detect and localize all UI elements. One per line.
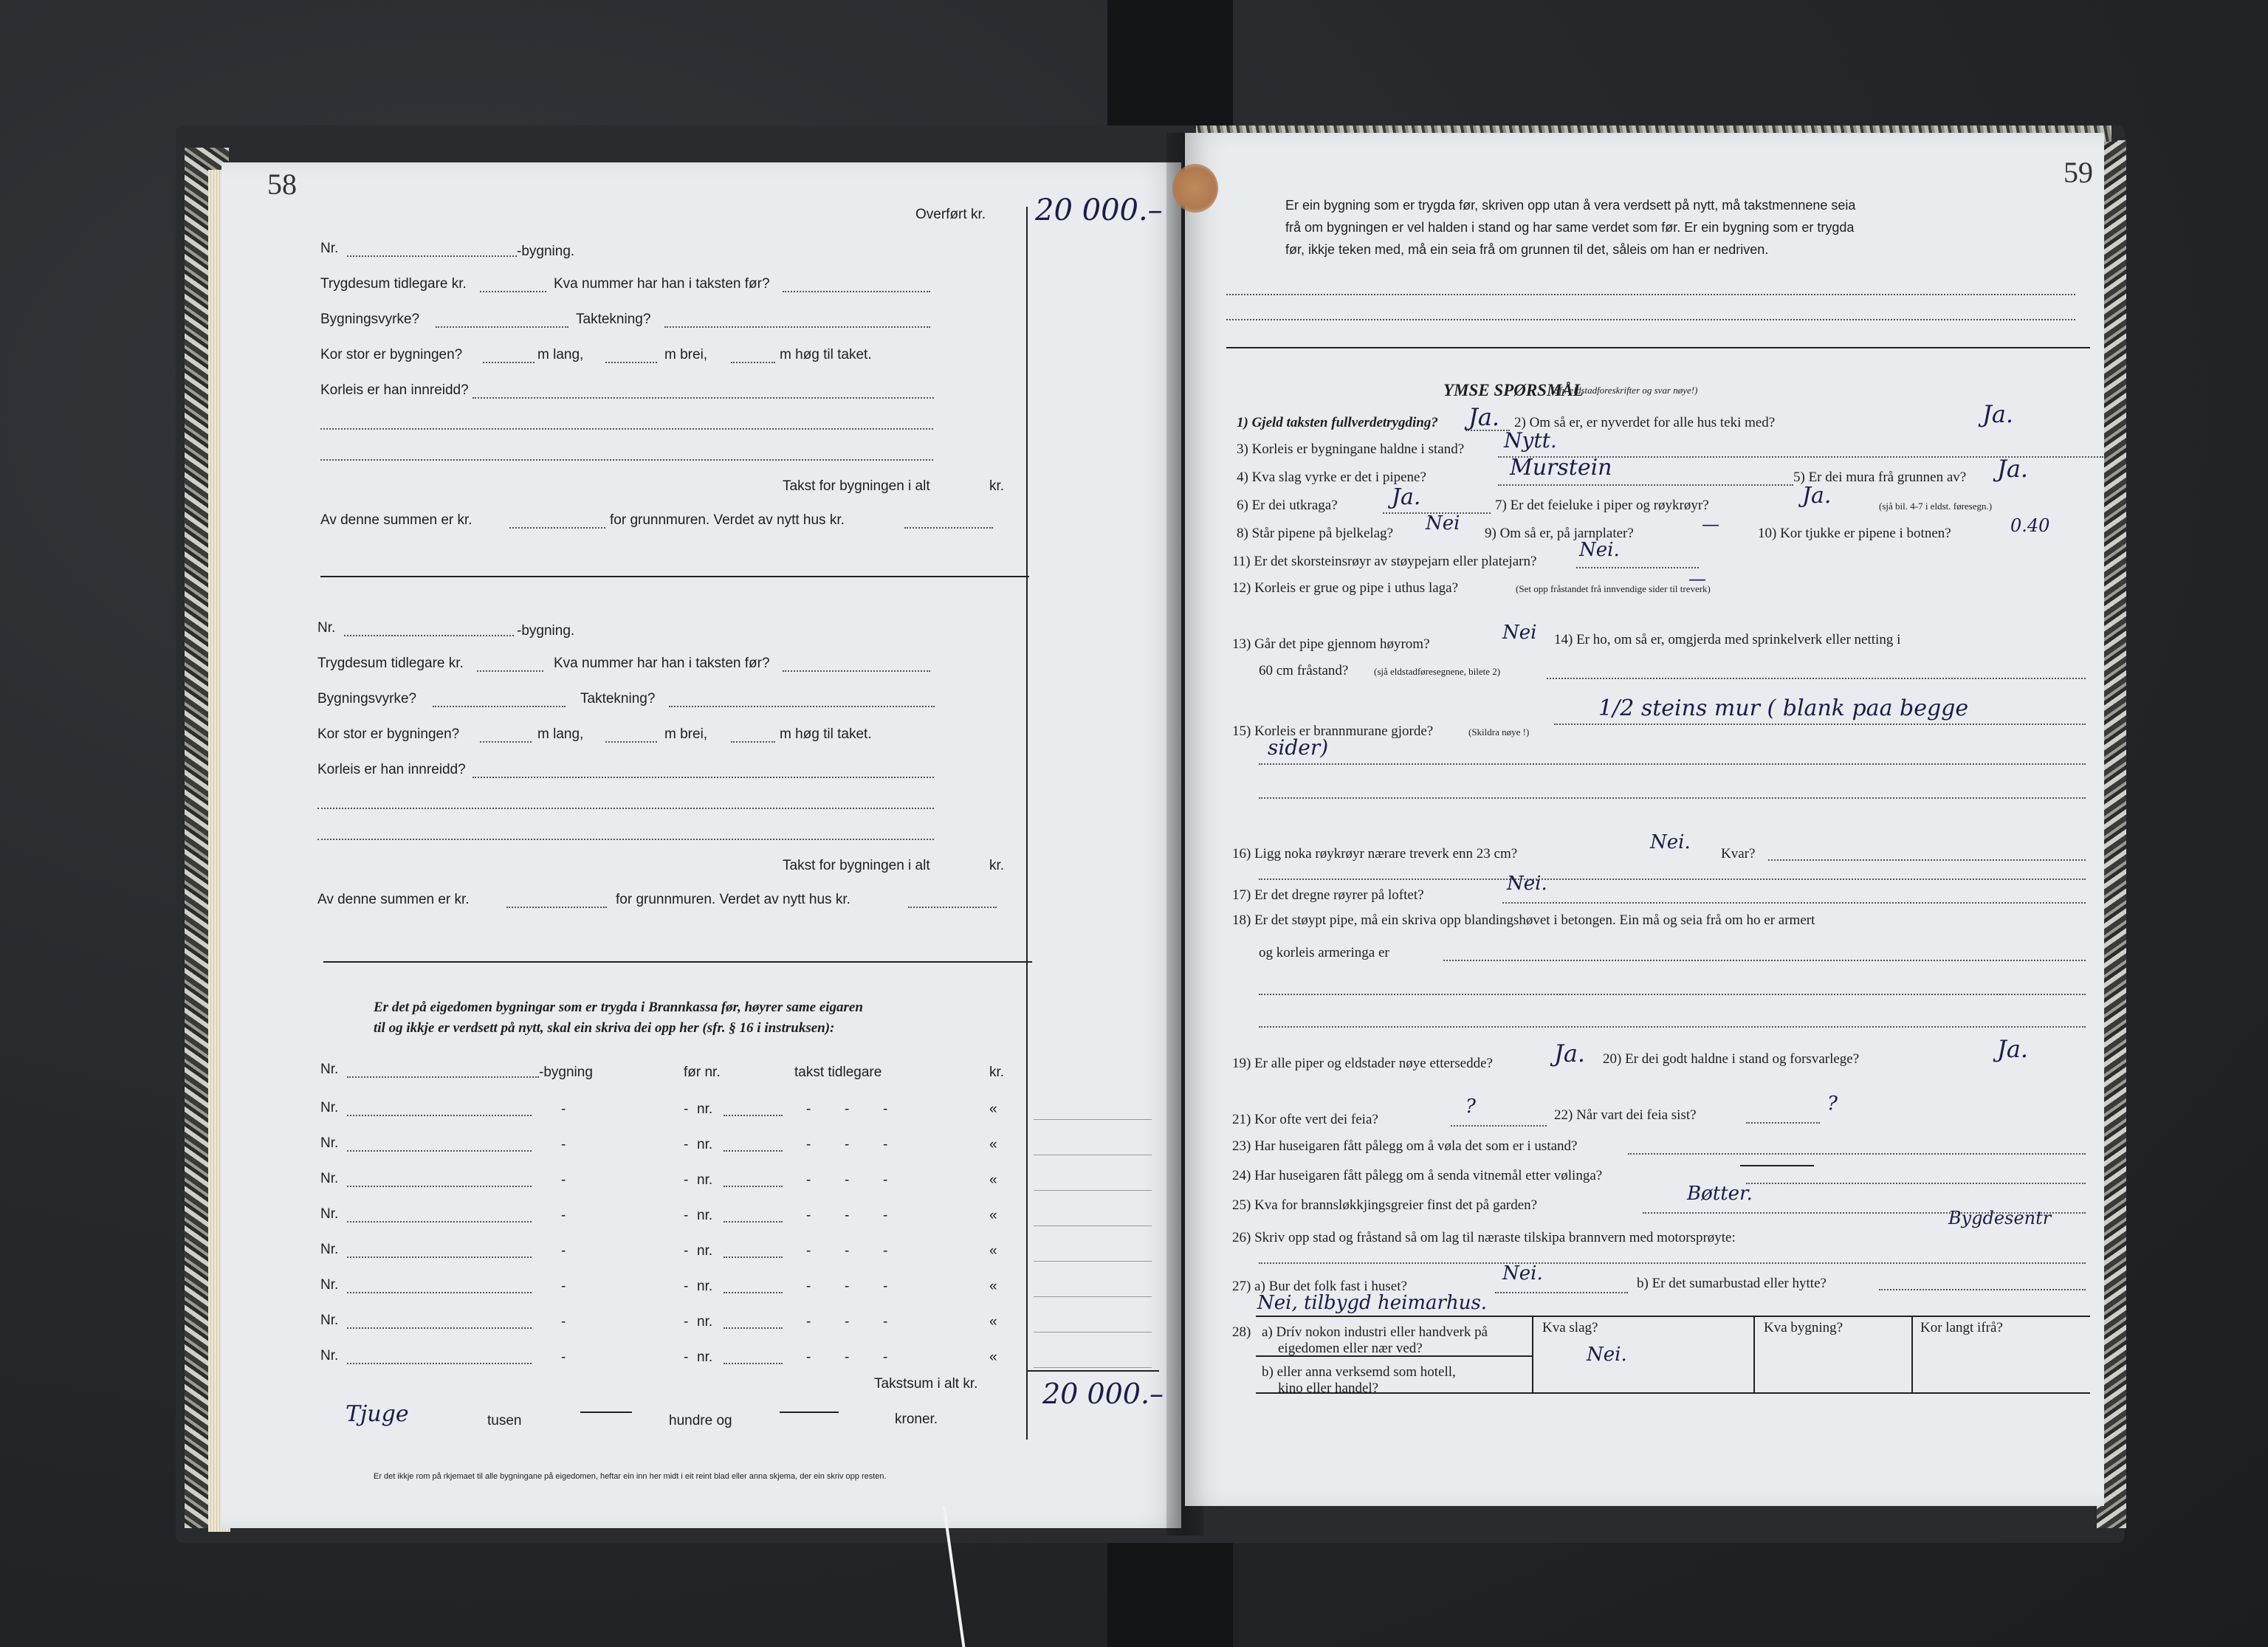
table-row-ditto: - [883,1101,888,1117]
question-13-label: 13) Går det pipe gjennom høyrom? [1232,636,1430,652]
answer-line [1259,878,2086,880]
answer-7: Ja. [1802,483,1832,509]
q28a-label-1: a) Drív nokon industri eller handverk på [1262,1324,1488,1340]
table-header-for-nr: før nr. [684,1065,721,1080]
lengde-field[interactable] [483,362,535,363]
takstsum-label: Takstsum i alt kr. [874,1376,978,1392]
nytt-hus-field[interactable] [908,907,997,908]
question-9-label: 9) Om så er, på jarnplater? [1485,526,1634,541]
table-row-kr-ditto: « [989,1314,997,1330]
eigedom-note-line-1: Er det på eigedomen bygningar som er trygda i Brannkassa før, høyrer same eigaren [374,1000,863,1015]
bygningsvyrke-field[interactable] [436,326,568,328]
intro-separator [1226,347,2090,348]
table-row-amount-field[interactable] [1034,1332,1152,1333]
q28b-label-1: b) eller anna verksemd som hotell, [1262,1364,1456,1380]
table-row-kr-ditto: « [989,1172,997,1188]
table-row-nr-short: nr. [697,1314,713,1330]
innreidd-field[interactable] [472,397,934,399]
kva-nummer-field[interactable] [783,291,930,292]
question-14-note: (sjå eldstadføresegnene, bilete 2) [1374,666,1501,677]
innreidd-field[interactable] [472,777,934,778]
block-separator-2 [323,961,1032,963]
intro-fill-line-1 [1226,294,2075,295]
kroner-label: kroner. [895,1412,938,1427]
question-14-label: 14) Er ho, om så er, omgjerda med sprinkelverk eller netting i [1554,632,1901,647]
question-21-label: 21) Kor ofte vert dei feia? [1232,1112,1378,1127]
innreidd-field-3[interactable] [317,839,934,840]
nr-field[interactable] [344,635,514,636]
innreidd-field-2[interactable] [320,428,933,430]
answer-line [1259,763,2086,765]
question-3-label: 3) Korleis er bygningane haldne i stand? [1237,441,1465,457]
table-row-ditto: - [806,1101,811,1117]
table-row-bygning-field[interactable] [347,1256,532,1258]
table-row-ditto: - [806,1314,811,1330]
nytt-hus-field[interactable] [904,527,993,529]
m-hog-label: m høg til taket. [780,726,872,742]
answer-line [1259,797,2086,799]
bygningsvyrke-field[interactable] [433,706,566,707]
table-row-kr-ditto: « [989,1243,997,1259]
answer-line [1443,960,2086,961]
table-row-ditto: - [845,1349,850,1365]
q28-col-divider-3 [1911,1316,1913,1392]
question-12-note: (Set opp fråstandet frå innvendige sider til treverk) [1516,583,1711,594]
answer-5: Ja. [1997,455,2029,483]
trygdesum-label: Trygdesum tidlegare kr. [317,656,464,671]
answer-22: ? [1827,1093,1838,1115]
table-row-ditto: - [561,1349,566,1365]
takst-kr-label: kr. [989,478,1005,494]
answer-line [1768,859,2086,861]
table-row-kr-ditto: « [989,1137,997,1152]
question-25-label: 25) Kva for brannsløkkjingsgreier finst det på garden? [1232,1197,1538,1213]
table-row-nr-label: Nr. [320,1171,339,1186]
question-18-label-2: og korleis armeringa er [1259,945,1389,960]
answer-12: — [1688,568,1706,589]
answer-17: Nei. [1507,873,1547,895]
q28b-label-2: kino eller handel? [1278,1380,1379,1396]
table-row-ditto: - [806,1243,811,1259]
table-row-ditto: - [561,1243,566,1259]
table-row-for-nr-field[interactable] [724,1256,783,1258]
table-row-nr-label: Nr. [320,1135,339,1151]
question-4-label: 4) Kva slag vyrke er det i pipene? [1237,470,1426,485]
question-1-label: 1) Gjeld taksten fullverdetrygding? [1237,415,1438,430]
table-row-ditto: - [883,1137,888,1152]
answer-11: Nei. [1579,539,1620,561]
intro-line-2: frå om bygningen er vel halden i stand og har same verdet som før. Er ein bygning som er trygda [1285,220,1855,235]
table-row-for-nr-field[interactable] [724,1115,783,1116]
table-row-ditto: - [684,1101,689,1117]
answer-line [1554,723,2086,725]
table-row-ditto: - [684,1279,689,1294]
table-row-nr-short: nr. [697,1243,713,1259]
table-row-for-nr-field[interactable] [724,1221,783,1223]
takst-kr-label: kr. [989,858,1005,873]
table-row-nr-label: Nr. [320,1348,339,1364]
answer-26: Bygdesentr [1948,1208,2052,1228]
table-row-ditto: - [561,1279,566,1294]
question-12-label: 12) Korleis er grue og pipe i uthus laga? [1232,580,1459,596]
question-16-label: 16) Ligg noka røykrøyr nærare treverk enn 23 cm? [1232,846,1518,862]
table-row-ditto: - [684,1243,689,1259]
nr-label: Nr. [320,241,339,256]
answer-27b: Nei, tilbygd heimarhus. [1257,1292,1488,1314]
answer-line [1259,994,2086,995]
table-row-nr-label: Nr. [320,1206,339,1222]
table-row-bygning-field[interactable] [347,1363,532,1364]
answer-27a: Nei. [1502,1262,1543,1285]
question-14-label-2: 60 cm fråstand? [1259,663,1349,678]
answer-20: Ja. [1997,1035,2029,1063]
table-row-for-nr-field[interactable] [724,1186,783,1187]
answer-line [1451,1125,1547,1127]
table-row-bygning-field[interactable] [347,1221,532,1223]
question-26-label: 26) Skriv opp stad og fråstand så om lag til næraste tilskipa brannvern med motorsprøyte: [1232,1230,1736,1245]
table-row-ditto: - [883,1208,888,1223]
answer-line [1576,567,1699,568]
amount-column-divider [1026,207,1028,1440]
table-row-ditto: - [845,1101,850,1117]
overfort-value: 20 000.– [1035,193,1163,227]
table-row-kr-ditto: « [989,1279,997,1294]
table-row-amount-field[interactable] [1034,1190,1152,1191]
table-row-bygning-field[interactable] [347,1292,532,1293]
table-row-nr-short: nr. [697,1349,713,1365]
for-grunnmuren-label: for grunnmuren. Verdet av nytt hus kr. [616,892,850,907]
table-row-nr-label: Nr. [320,1313,339,1328]
question-22-label: 22) Når vart dei feia sist? [1554,1107,1697,1123]
table-row-ditto: - [806,1137,811,1152]
table-row-nr-label: Nr. [320,1100,339,1115]
words-value: Tjuge [346,1401,409,1427]
kva-nummer-label: Kva nummer har han i taksten før? [554,276,770,292]
table-row-ditto: - [883,1243,888,1259]
table-row-kr-ditto: « [989,1349,997,1365]
m-lang-label: m lang, [537,347,584,362]
answer-13: Nei [1502,622,1537,644]
av-denne-label: Av denne summen er kr. [320,512,472,528]
question-2-label: 2) Om så er, er nyverdet for alle hus teki med? [1514,415,1776,430]
question-6-label: 6) Er dei utkraga? [1237,498,1338,513]
kva-nummer-field[interactable] [783,670,930,672]
innreidd-field-3[interactable] [320,459,933,461]
table-row-amount-field[interactable] [1034,1119,1152,1120]
table-row-kr-ditto: « [989,1208,997,1223]
kroner-dash [780,1412,839,1413]
table-row-ditto: - [845,1208,850,1223]
taktekning-label: Taktekning? [576,312,651,327]
table-row-ditto: - [561,1172,566,1188]
for-grunnmuren-label: for grunnmuren. Verdet av nytt hus kr. [610,512,845,528]
breidd-field[interactable] [605,362,657,363]
q28-bottom-rule [1256,1392,2090,1394]
table-row-nr-label: Nr. [320,1242,339,1257]
breidd-field[interactable] [605,741,657,743]
question-24-label: 24) Har huseigaren fått pålegg om å senda vitnemål etter vølinga? [1232,1168,1603,1183]
table-row-ditto: - [845,1172,850,1188]
table-row-ditto: - [561,1101,566,1117]
answer-line [1547,678,2086,679]
hundre-og-label: hundre og [669,1413,732,1428]
table-row-ditto: - [845,1243,850,1259]
table-row-amount-field[interactable] [1034,1367,1152,1368]
table-row-for-nr-field[interactable] [724,1150,783,1152]
av-denne-label: Av denne summen er kr. [317,892,470,907]
grunnmur-field[interactable] [506,907,607,908]
intro-fill-line-2 [1226,319,2075,320]
kor-stor-label: Kor stor er bygningen? [320,347,463,362]
table-row-ditto: - [883,1279,888,1294]
question-19-label: 19) Er alle piper og eldstader nøye ettersedde? [1232,1056,1493,1071]
table-row-ditto: - [883,1349,888,1365]
answer-15-line-1: 1/2 steins mur ( blank paa begge [1598,695,1969,721]
table-row-ditto: - [845,1137,850,1152]
table-row-ditto: - [806,1172,811,1188]
q28-number: 28) [1232,1324,1251,1340]
table-header-nr: Nr. [320,1062,339,1077]
nr-field[interactable] [347,255,517,257]
answer-2: Ja. [1982,400,2014,428]
hogd-field[interactable] [731,741,775,743]
q28-col-kva-slag: Kva slag? [1542,1320,1598,1335]
table-row-bygning-field[interactable] [347,1186,532,1187]
hundre-dash [580,1412,632,1413]
table-row-ditto: - [684,1349,689,1365]
question-8-label: 8) Står pipene på bjelkelag? [1237,526,1394,541]
table-row-ditto: - [561,1314,566,1330]
answer-line [1495,1292,1628,1293]
table-header-bygning: -bygning [539,1065,593,1080]
intro-line-1: Er ein bygning som er trygda før, skriven opp utan å vera verdsett på nytt, må takstmennene seia [1285,198,1856,213]
question-18-label: 18) Er det støypt pipe, må ein skriva opp blandingshøvet i betongen. Ein må og seia frå om ho er armert [1232,912,1815,928]
lengde-field[interactable] [480,741,532,743]
m-lang-label: m lang, [537,726,584,742]
q28-top-rule [1256,1316,2090,1317]
q28-col-kor-langt: Kor langt ifrå? [1920,1320,2003,1335]
table-row-ditto: - [806,1279,811,1294]
q28-col-kva-bygning: Kva bygning? [1764,1320,1843,1335]
table-row-nr-short: nr. [697,1208,713,1223]
table-row-amount-field[interactable] [1034,1225,1152,1226]
table-row-ditto: - [561,1137,566,1152]
question-20-label: 20) Er dei godt haldne i stand og forsvarlege? [1603,1051,1860,1067]
bygningsvyrke-label: Bygningsvyrke? [317,691,417,706]
answer-16: Nei. [1650,831,1691,853]
table-row-bygning-field[interactable] [347,1115,532,1116]
takst-label: Takst for bygningen i alt [783,478,930,494]
table-row-for-nr-field[interactable] [724,1363,783,1364]
table-row-ditto: - [684,1137,689,1152]
paper-stain [1172,164,1218,213]
kor-stor-label: Kor stor er bygningen? [317,726,460,742]
answer-15-line-2: sider) [1268,735,1329,760]
takst-label: Takst for bygningen i alt [783,858,930,873]
section-heading: YMSE SPØRSMÅL [1443,381,1584,399]
table-header-nr-line [347,1076,539,1078]
answer-line [1628,1153,2086,1155]
q28-col-divider-1 [1532,1316,1533,1392]
q28a-label-2: eigedomen eller nær ved? [1278,1341,1423,1356]
takstsum-rule [1026,1370,1159,1372]
question-5-label: 5) Er dei mura frå grunnen av? [1793,470,1967,485]
q28-col-divider-2 [1753,1316,1755,1392]
hogd-field[interactable] [731,362,775,363]
question-23-label: 23) Har huseigaren fått pålegg om å vøla det som er i ustand? [1232,1138,1578,1154]
table-row-nr-short: nr. [697,1172,713,1188]
question-27a-label: 27) a) Bur det folk fast i huset? [1232,1279,1407,1294]
table-row-ditto: - [845,1314,850,1330]
footnote: Er det ikkje rom på rkjemaet til alle bygningane på eigedomen, heftar ein inn her midt i eit reint blad eller anna skjema, der ein skriv opp resten. [374,1472,887,1481]
table-header-takst: takst tidlegare [794,1065,882,1080]
table-header-kr: kr. [989,1065,1005,1080]
page-number: 58 [267,168,297,201]
right-page [1185,133,2104,1506]
answer-3: Nytt. [1504,428,1557,453]
answer-4: Murstein [1510,455,1612,481]
eigedom-note-line-2: til og ikkje er verdsett på nytt, skal ein skriva dei opp her (sfr. § 16 i instruksen): [374,1020,835,1036]
bygning-label: -bygning. [517,623,575,639]
question-11-label: 11) Er det skorsteinsrøyr av støypejarn eller platejarn? [1232,554,1537,569]
taktekning-label: Taktekning? [580,691,656,706]
answer-1: Ja. [1468,403,1500,431]
answer-line [1259,1026,2086,1028]
answer-line [1498,484,1793,486]
block-separator-1 [320,576,1029,577]
m-hog-label: m høg til taket. [780,347,872,362]
answer-6: Ja. [1392,484,1421,510]
table-row-ditto: - [883,1314,888,1330]
table-row-ditto: - [806,1349,811,1365]
innreidd-field-2[interactable] [317,808,934,809]
table-row-nr-short: nr. [697,1101,713,1117]
m-brei-label: m brei, [664,726,708,742]
table-row-bygning-field[interactable] [347,1150,532,1152]
answer-24-dash [1740,1165,1814,1166]
table-row-ditto: - [561,1208,566,1223]
table-row-bygning-field[interactable] [347,1327,532,1329]
taktekning-field[interactable] [664,326,930,328]
table-row-nr-short: nr. [697,1137,713,1152]
table-row-ditto: - [684,1314,689,1330]
table-row-ditto: - [845,1279,850,1294]
page-number: 59 [2063,156,2093,189]
kva-nummer-label: Kva nummer har han i taksten før? [554,656,770,671]
question-16-kvar: Kvar? [1721,846,1756,862]
overfort-label: Overført kr. [915,207,986,222]
table-row-nr-label: Nr. [320,1277,339,1293]
question-7-note: (sjå bil. 4-7 i eldst. føresegn.) [1879,501,1993,512]
trygdesum-field[interactable] [480,291,546,292]
answer-21: ? [1465,1096,1476,1118]
answer-9: — [1702,514,1719,534]
table-row-ditto: - [883,1172,888,1188]
answer-8: Nei [1426,512,1460,534]
question-15-note: (Skildra nøye !) [1468,726,1530,737]
question-10-label: 10) Kor tjukke er pipene i botnen? [1758,526,1951,541]
taktekning-field[interactable] [669,706,935,707]
answer-line [1746,1183,2086,1184]
answer-10: 0.40 [2010,515,2050,536]
answer-line [1746,1122,1820,1124]
innreidd-label: Korleis er han innreidd? [320,382,469,398]
bygning-label: -bygning. [517,244,575,259]
table-row-ditto: - [684,1172,689,1188]
table-row-ditto: - [684,1208,689,1223]
table-row-ditto: - [806,1208,811,1223]
grunnmur-field[interactable] [509,527,605,529]
intro-line-3: før, ikkje teken med, må ein seia frå om grunnen til det, såleis om han er nedriven. [1285,242,1769,257]
answer-19: Ja. [1554,1039,1586,1067]
question-17-label: 17) Er det dregne røyrer på loftet? [1232,887,1424,903]
table-row-amount-field[interactable] [1034,1261,1152,1262]
answer-line [1502,902,2086,904]
answer-line [1259,1262,2086,1264]
trygdesum-label: Trygdesum tidlegare kr. [320,276,467,292]
m-brei-label: m brei, [664,347,708,362]
table-row-nr-short: nr. [697,1279,713,1294]
question-27b-label: b) Er det sumarbustad eller hytte? [1637,1276,1827,1291]
bygningsvyrke-label: Bygningsvyrke? [320,312,420,327]
answer-line [1879,1289,2086,1290]
tusen-label: tusen [487,1413,522,1428]
innreidd-label: Korleis er han innreidd? [317,762,466,777]
table-row-amount-field[interactable] [1034,1296,1152,1297]
left-page [221,162,1181,1528]
answer-25: Bøtter. [1687,1183,1753,1205]
trygdesum-field[interactable] [477,670,543,672]
table-row-for-nr-field[interactable] [724,1327,783,1329]
takstsum-value: 20 000.– [1042,1378,1164,1410]
answer-28: Nei. [1587,1344,1627,1366]
table-row-for-nr-field[interactable] [724,1292,783,1293]
question-7-label: 7) Er det feieluke i piper og røykrøyr? [1495,498,1709,513]
table-row-kr-ditto: « [989,1101,997,1117]
nr-label: Nr. [317,620,336,636]
question-15-label: 15) Korleis er brannmurane gjorde? [1232,723,1434,739]
section-heading-note: (Sfr. eldstadforeskrifter og svar nøye!) [1551,385,1698,396]
